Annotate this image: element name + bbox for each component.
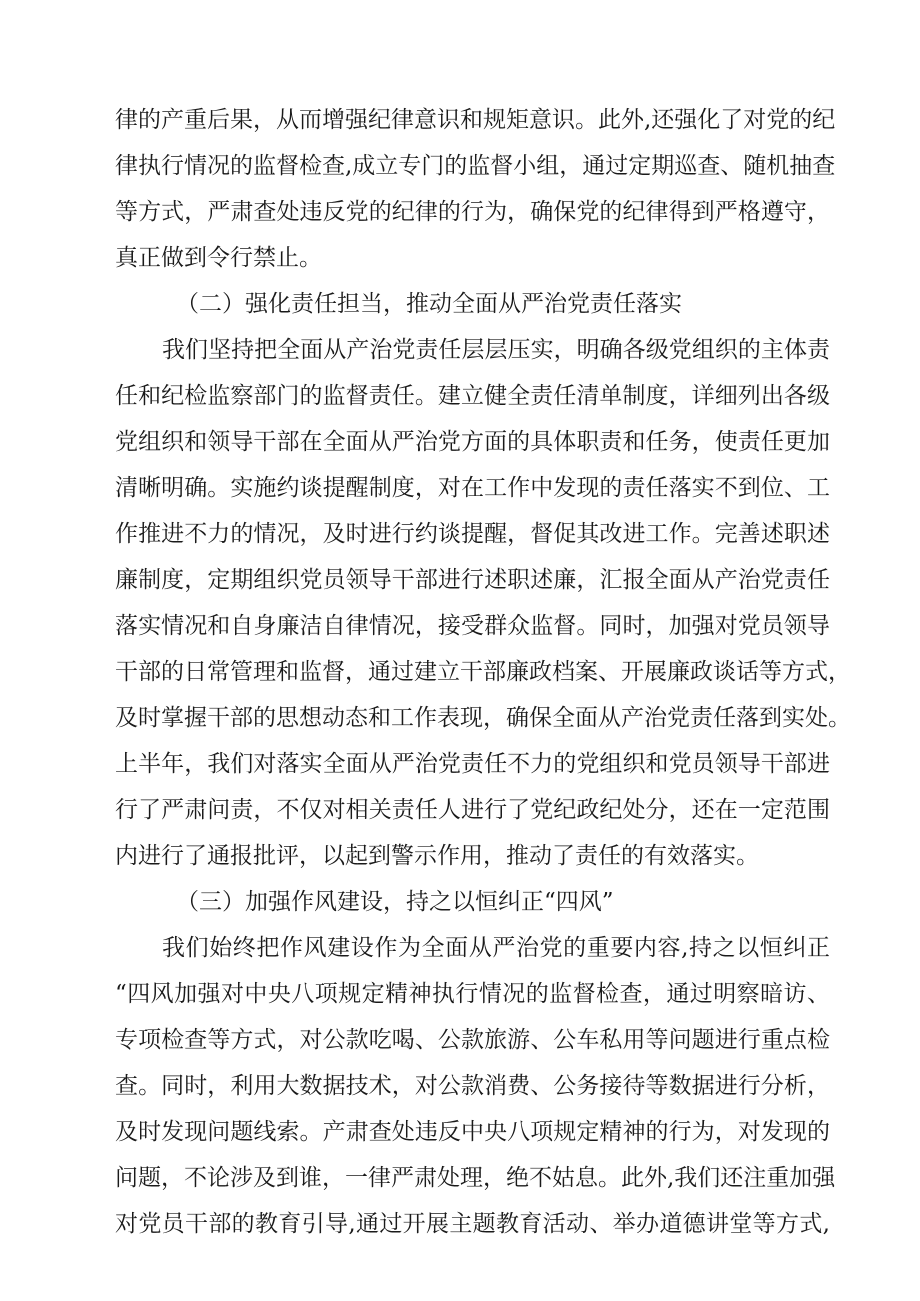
text-line: “四风加强对中央八项规定精神执行情况的监督检查，通过明察暗访、 xyxy=(115,981,830,1007)
text-line: 清晰明确。实施约谈提醒制度，对在工作中发现的责任落实不到位、工 xyxy=(115,475,830,501)
section-heading: （二）强化责任担当，推动全面从严治党责任落实 xyxy=(176,291,682,317)
text-line: 及时掌握干部的思想动态和工作表现，确保全面从产治党责任落到实处。 xyxy=(115,705,851,731)
text-line: 干部的日常管理和监督，通过建立干部廉政档案、开展廉政谈话等方式， xyxy=(115,659,851,685)
text-line: 真正做到令行禁止。 xyxy=(115,245,322,271)
text-line: 查。同时，利用大数据技术，对公款消费、公务接待等数据进行分析， xyxy=(115,1073,830,1099)
text-line: 我们始终把作风建设作为全面从严治党的重要内容,持之以恒纠正 xyxy=(162,935,830,961)
text-line: 问题，不论涉及到谁，一律严肃处理，绝不姑息。此外,我们还注重加强 xyxy=(115,1165,836,1191)
text-line: 党组织和领导干部在全面从严治党方面的具体职责和任务，使责任更加 xyxy=(115,429,830,455)
text-line: 对党员干部的教育引导,通过开展主题教育活动、举办道德讲堂等方式, xyxy=(115,1211,830,1237)
text-line: 专项检查等方式，对公款吃喝、公款旅游、公车私用等问题进行重点检 xyxy=(115,1027,830,1053)
text-line: 律的产重后果，从而增强纪律意识和规矩意识。此外,还强化了对党的纪 xyxy=(115,107,836,133)
text-line: 上半年，我们对落实全面从严治党责任不力的党组织和党员领导干部进 xyxy=(115,751,830,777)
text-line: 行了严肃问责，不仅对相关责任人进行了党纪政纪处分，还在一定范围 xyxy=(115,797,830,823)
text-line: 内进行了通报批评，以起到警示作用，推动了责任的有效落实。 xyxy=(115,843,759,869)
text-line: 律执行情况的监督检查,成立专门的监督小组，通过定期巡查、随机抽查 xyxy=(115,153,836,179)
text-line: 廉制度，定期组织党员领导干部进行述职述廉，汇报全面从产治党责任 xyxy=(115,567,830,593)
text-line: 任和纪检监察部门的监督责任。建立健全责任清单制度，详细列出各级 xyxy=(115,383,830,409)
text-line: 等方式，严肃查处违反党的纪律的行为，确保党的纪律得到严格遵守， xyxy=(115,199,830,225)
text-line: 我们坚持把全面从产治党责任层层压实，明确各级党组织的主体责 xyxy=(162,337,830,363)
text-line: 作推进不力的情况，及时进行约谈提醒，督促其改进工作。完善述职述 xyxy=(115,521,830,547)
section-heading: （三）加强作风建设，持之以恒纠正“四风” xyxy=(176,889,614,915)
text-line: 落实情况和自身廉洁自律情况，接受群众监督。同时，加强对党员领导 xyxy=(115,613,830,639)
text-line: 及时发现问题线索。产肃查处违反中央八项规定精神的行为，对发现的 xyxy=(115,1119,830,1145)
